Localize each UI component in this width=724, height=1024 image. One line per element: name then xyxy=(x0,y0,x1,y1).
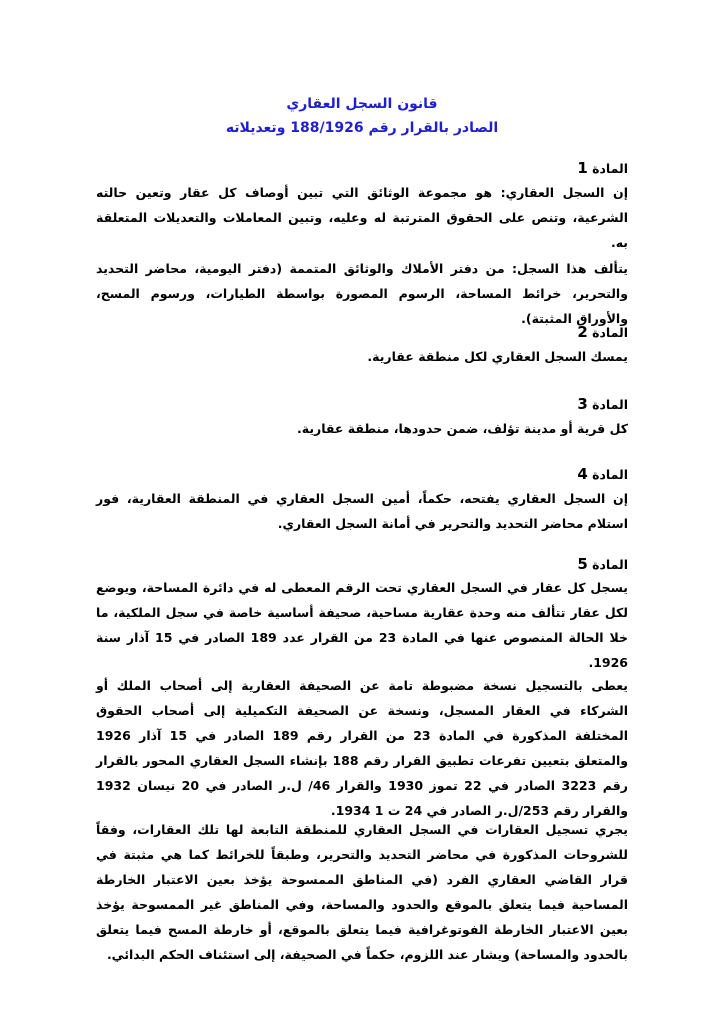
article-label: المادة xyxy=(592,467,628,482)
article-2-heading xyxy=(96,322,628,343)
article-label: المادة xyxy=(592,397,628,412)
article-number: 3 xyxy=(577,395,588,413)
article-1-heading xyxy=(96,158,628,179)
article-5-heading xyxy=(96,554,628,575)
article-2-paragraph-1: يمسك السجل العقاري لكل منطقة عقارية. xyxy=(367,349,628,364)
article-5-paragraph-3: يجري تسجيل العقارات في السجل العقاري للمنطقة التابعة لها تلك العقارات، وفقاً للشروحات المذكورة في محاضر التحديد والتحرير، وطبقاً للخرائط كما هي مثبتة في قرار القاضي العقاري الفرد (في المناطق الممسوحة يؤخذ بعين الاعتبار الخارطة المساحية فيما يتعلق بالموقع والحدود والمساحة، وفي المناطق غير الممسوحة يؤخذ بعين الاعتبار الخارطة الفوتوغرافية فيما يتعلق بالموقع، أو خارطة المسح فيما يتعلق بالحدود والمساحة) ويشار عند اللزوم، حكماً في الصحيفة، إلى استئناف الحكم البدائي. xyxy=(96,822,628,962)
article-5-paragraph-1: يسجل كل عقار في السجل العقاري تحت الرقم المعطى له في دائرة المساحة، ويوضع لكل عقار تتألف منه وحدة عقارية مساحية، صحيفة أساسية خاصة في سجل الملكية، ما خلا الحالة المنصوص عنها في المادة 23 من القرار عدد 189 الصادر في 15 آذار سنة 1926. xyxy=(96,580,628,670)
article-number: 1 xyxy=(577,159,588,177)
document-title-block xyxy=(0,92,724,140)
document-subtitle: الصادر بالقرار رقم 188/1926 وتعديلاته xyxy=(225,120,499,136)
article-4-heading xyxy=(96,464,628,485)
article-4-paragraph-1: إن السجل العقاري يفتحه، حكماً، أمين السجل العقاري في المنطقة العقارية، فور استلام محاضر التحديد والتحرير في أمانة السجل العقاري. xyxy=(96,491,628,531)
article-number: 4 xyxy=(577,465,588,483)
article-1-paragraph-1: إن السجل العقاري: هو مجموعة الوثائق التي تبين أوصاف كل عقار وتعين حالته الشرعية، وتنص على الحقوق المترتبة له وعليه، وتبين المعاملات والتعديلات المتعلقة به. xyxy=(96,185,628,250)
article-number: 2 xyxy=(577,323,588,341)
article-label: المادة xyxy=(592,325,628,340)
article-number: 5 xyxy=(577,555,588,573)
article-1-paragraph-2: يتألف هذا السجل: من دفتر الأملاك والوثائق المتممة (دفتر اليومية، محاضر التحديد والتحرير، خرائط المساحة، الرسوم المصورة بواسطة الطيارات، ورسوم المسح، والأوراق المثبتة). xyxy=(96,261,628,326)
article-5-paragraph-2: يعطى بالتسجيل نسخة مضبوطة تامة عن الصحيفة العقارية إلى أصحاب الملك أو الشركاء في العقار المسجل، ونسخة عن الصحيفة التكميلية إلى أصحاب الحقوق المختلفة المذكورة في المادة 23 من القرار رقم 189 الصادر في 15 آذار 1926 والمتعلق بتعيين تفرعات تطبيق القرار رقم 188 بإنشاء السجل العقاري المحور بالقرار رقم 3223 الصادر في 22 تموز 1930 والقرار 46/ ل.ر الصادر في 20 نيسان 1932 والقرار رقم 253/ل.ر الصادر في 24 ت 1 1934. xyxy=(96,678,628,818)
article-3-heading xyxy=(96,394,628,415)
article-3-paragraph-1: كل قرية أو مدينة تؤلف، ضمن حدودها، منطقة عقارية. xyxy=(297,421,628,436)
article-label: المادة xyxy=(592,557,628,572)
document-title: قانون السجل العقاري xyxy=(286,96,438,112)
article-label: المادة xyxy=(592,161,628,176)
